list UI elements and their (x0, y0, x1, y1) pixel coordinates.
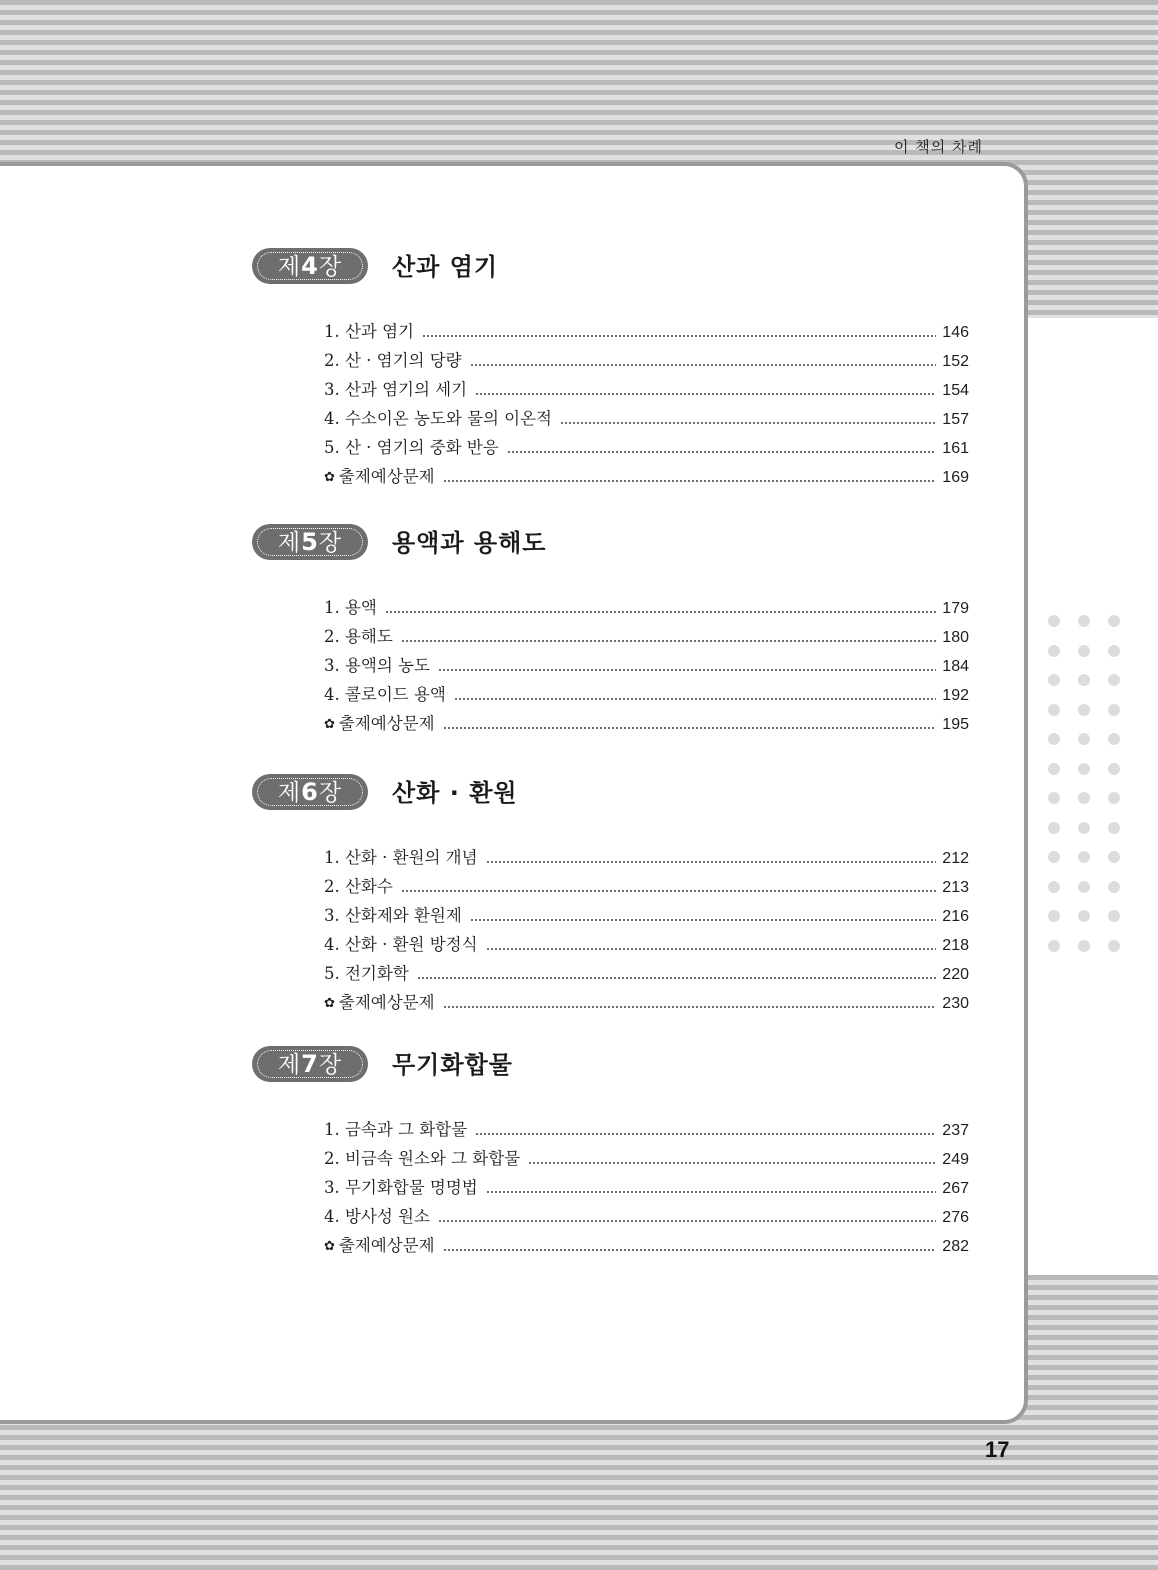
toc-entry-label: 2. 용해도 (324, 627, 393, 646)
toc-entry-label: 3. 산화제와 환원제 (324, 906, 462, 925)
toc-entry-page: 195 (942, 716, 969, 733)
dot-leader (401, 890, 936, 892)
toc-entry-page: 180 (942, 629, 969, 646)
toc-entry-label: 출제예상문제 (338, 714, 435, 733)
decorative-dot (1078, 615, 1090, 627)
decorative-dot (1108, 851, 1120, 863)
decorative-dot-grid (1045, 612, 1125, 952)
toc-entry-page: 179 (942, 600, 969, 617)
decorative-dot (1108, 881, 1120, 893)
decorative-dot (1108, 733, 1120, 745)
toc-entry[interactable] (324, 1174, 969, 1203)
toc-entry[interactable] (324, 873, 969, 902)
toc-entry[interactable] (324, 844, 969, 873)
toc-entry-label: 2. 산 · 염기의 당량 (324, 351, 462, 370)
badge-prefix: 제 (277, 780, 302, 806)
dot-leader (443, 1006, 937, 1008)
toc-entry-label: 출제예상문제 (338, 1236, 435, 1255)
toc-entry[interactable] (324, 623, 969, 652)
toc-entry-exercises[interactable] (324, 1232, 969, 1261)
chapter-7 (252, 1046, 972, 1255)
dot-leader (486, 1191, 937, 1193)
dot-leader (443, 1249, 937, 1251)
toc-entry-page: 157 (942, 411, 969, 428)
decorative-dot (1108, 910, 1120, 922)
toc-entry-label: 3. 무기화합물 명명법 (324, 1178, 478, 1197)
decorative-dot (1048, 851, 1060, 863)
flower-icon: ✿ (324, 996, 335, 1011)
dot-leader (443, 480, 937, 482)
toc-entry-page: 212 (942, 850, 969, 867)
toc-entry-label: 1. 산과 염기 (324, 322, 414, 341)
dot-leader (507, 451, 937, 453)
chapter-badge (252, 524, 368, 560)
toc-entry-page: 146 (942, 324, 969, 341)
decorative-dot (1078, 792, 1090, 804)
badge-number: 4 (301, 252, 319, 280)
chapter-heading (252, 248, 972, 288)
decorative-dot (1078, 704, 1090, 716)
toc-entry[interactable] (324, 434, 969, 463)
toc-entry-label: 4. 방사성 원소 (324, 1207, 430, 1226)
badge-suffix: 장 (318, 1052, 343, 1078)
toc-entry-exercises[interactable] (324, 989, 969, 1018)
toc-list (324, 844, 969, 1018)
toc-entry-page: 218 (942, 937, 969, 954)
decorative-dot (1108, 615, 1120, 627)
toc-entry[interactable] (324, 1203, 969, 1232)
dot-leader (486, 948, 937, 950)
dot-leader (438, 669, 936, 671)
toc-entry-label: 3. 산과 염기의 세기 (324, 380, 468, 399)
toc-entry-label: 1. 용액 (324, 598, 377, 617)
toc-list (324, 1116, 969, 1261)
dot-leader (438, 1220, 936, 1222)
dot-leader (475, 1133, 936, 1135)
toc-entry-label: 출제예상문제 (338, 467, 435, 486)
chapter-5 (252, 524, 972, 733)
decorative-dot (1108, 792, 1120, 804)
toc-entry-page: 216 (942, 908, 969, 925)
dot-leader (560, 422, 936, 424)
toc-entry[interactable] (324, 681, 969, 710)
badge-prefix: 제 (277, 1052, 302, 1078)
decorative-dot (1048, 674, 1060, 686)
toc-entry[interactable] (324, 652, 969, 681)
toc-entry-page: 154 (942, 382, 969, 399)
badge-number: 6 (301, 778, 319, 806)
decorative-dot (1078, 940, 1090, 952)
chapter-4 (252, 248, 972, 486)
toc-list (324, 318, 969, 492)
toc-entry-page: 192 (942, 687, 969, 704)
toc-entry-label: 출제예상문제 (338, 993, 435, 1012)
decorative-dot (1048, 910, 1060, 922)
flower-icon: ✿ (324, 1239, 335, 1254)
decorative-dot (1078, 674, 1090, 686)
toc-entry-page: 282 (942, 1238, 969, 1255)
toc-entry-page: 169 (942, 469, 969, 486)
decorative-dot (1078, 881, 1090, 893)
chapter-title: 용액과 용해도 (392, 529, 547, 557)
decorative-dot (1078, 822, 1090, 834)
page-number: 17 (985, 1437, 1010, 1462)
decorative-dot (1048, 763, 1060, 775)
toc-entry-label: 4. 콜로이드 용액 (324, 685, 446, 704)
decorative-dot (1048, 704, 1060, 716)
toc-entry[interactable] (324, 376, 969, 405)
flower-icon: ✿ (324, 470, 335, 485)
dot-leader (417, 977, 937, 979)
decorative-dot (1048, 881, 1060, 893)
decorative-dot (1078, 733, 1090, 745)
decorative-dot (1108, 645, 1120, 657)
decorative-dot (1048, 940, 1060, 952)
toc-entry-page: 220 (942, 966, 969, 983)
toc-entry-label: 4. 산화 · 환원 방정식 (324, 935, 478, 954)
toc-entry-page: 249 (942, 1151, 969, 1168)
dot-leader (470, 919, 936, 921)
decorative-dot (1048, 645, 1060, 657)
dot-leader (470, 364, 937, 366)
toc-entry-label: 4. 수소이온 농도와 물의 이온적 (324, 409, 552, 428)
toc-entry-page: 152 (942, 353, 969, 370)
badge-number: 7 (301, 1050, 319, 1078)
toc-entry-label: 1. 금속과 그 화합물 (324, 1120, 468, 1139)
chapter-badge (252, 1046, 368, 1082)
toc-entry-page: 213 (942, 879, 969, 896)
decorative-dot (1078, 645, 1090, 657)
toc-entry-label: 2. 산화수 (324, 877, 393, 896)
dot-leader (422, 335, 936, 337)
toc-entry-label: 5. 전기화학 (324, 964, 409, 983)
chapter-badge (252, 774, 368, 810)
dot-leader (385, 611, 936, 613)
decorative-dot (1078, 910, 1090, 922)
toc-entry-page: 267 (942, 1180, 969, 1197)
toc-entry-page: 276 (942, 1209, 969, 1226)
chapter-heading (252, 524, 972, 564)
decorative-dot (1078, 763, 1090, 775)
decorative-dot (1048, 822, 1060, 834)
chapter-6 (252, 774, 972, 1012)
badge-prefix: 제 (277, 530, 302, 556)
toc-entry[interactable] (324, 960, 969, 989)
decorative-dot (1108, 763, 1120, 775)
badge-suffix: 장 (318, 254, 343, 280)
toc-entry[interactable] (324, 931, 969, 960)
dot-leader (475, 393, 936, 395)
running-head: 이 책의 차례 (894, 138, 983, 156)
dot-leader (401, 640, 936, 642)
toc-entry[interactable] (324, 1116, 969, 1145)
badge-suffix: 장 (318, 780, 343, 806)
toc-entry-label: 3. 용액의 농도 (324, 656, 430, 675)
toc-entry-label: 5. 산 · 염기의 중화 반응 (324, 438, 499, 457)
decorative-dot (1108, 674, 1120, 686)
toc-entry[interactable] (324, 1145, 969, 1174)
toc-entry-exercises[interactable] (324, 710, 969, 739)
toc-entry[interactable] (324, 902, 969, 931)
toc-list (324, 594, 969, 739)
decorative-dot (1048, 792, 1060, 804)
toc-entry-exercises[interactable] (324, 463, 969, 492)
toc-entry[interactable] (324, 405, 969, 434)
toc-entry-page: 230 (942, 995, 969, 1012)
dot-leader (528, 1162, 936, 1164)
flower-icon: ✿ (324, 717, 335, 732)
chapter-heading (252, 1046, 972, 1086)
toc-entry-label: 1. 산화 · 환원의 개념 (324, 848, 478, 867)
decorative-dot (1048, 733, 1060, 745)
toc-entry[interactable] (324, 318, 969, 347)
dot-leader (443, 727, 937, 729)
chapter-title: 산과 염기 (392, 253, 499, 281)
dot-leader (454, 698, 936, 700)
toc-entry-label: 2. 비금속 원소와 그 화합물 (324, 1149, 521, 1168)
decorative-dot (1108, 822, 1120, 834)
top-stripe-band (0, 0, 1158, 165)
badge-suffix: 장 (318, 530, 343, 556)
dot-leader (486, 861, 937, 863)
toc-entry-page: 184 (942, 658, 969, 675)
toc-entry[interactable] (324, 594, 969, 623)
decorative-dot (1048, 615, 1060, 627)
toc-entry-page: 237 (942, 1122, 969, 1139)
badge-prefix: 제 (277, 254, 302, 280)
badge-number: 5 (301, 528, 319, 556)
chapter-title: 무기화합물 (392, 1051, 513, 1079)
decorative-dot (1108, 940, 1120, 952)
toc-entry-page: 161 (942, 440, 969, 457)
chapter-badge (252, 248, 368, 284)
toc-entry[interactable] (324, 347, 969, 376)
chapter-title: 산화 · 환원 (392, 779, 518, 807)
decorative-dot (1108, 704, 1120, 716)
decorative-dot (1078, 851, 1090, 863)
chapter-heading (252, 774, 972, 814)
